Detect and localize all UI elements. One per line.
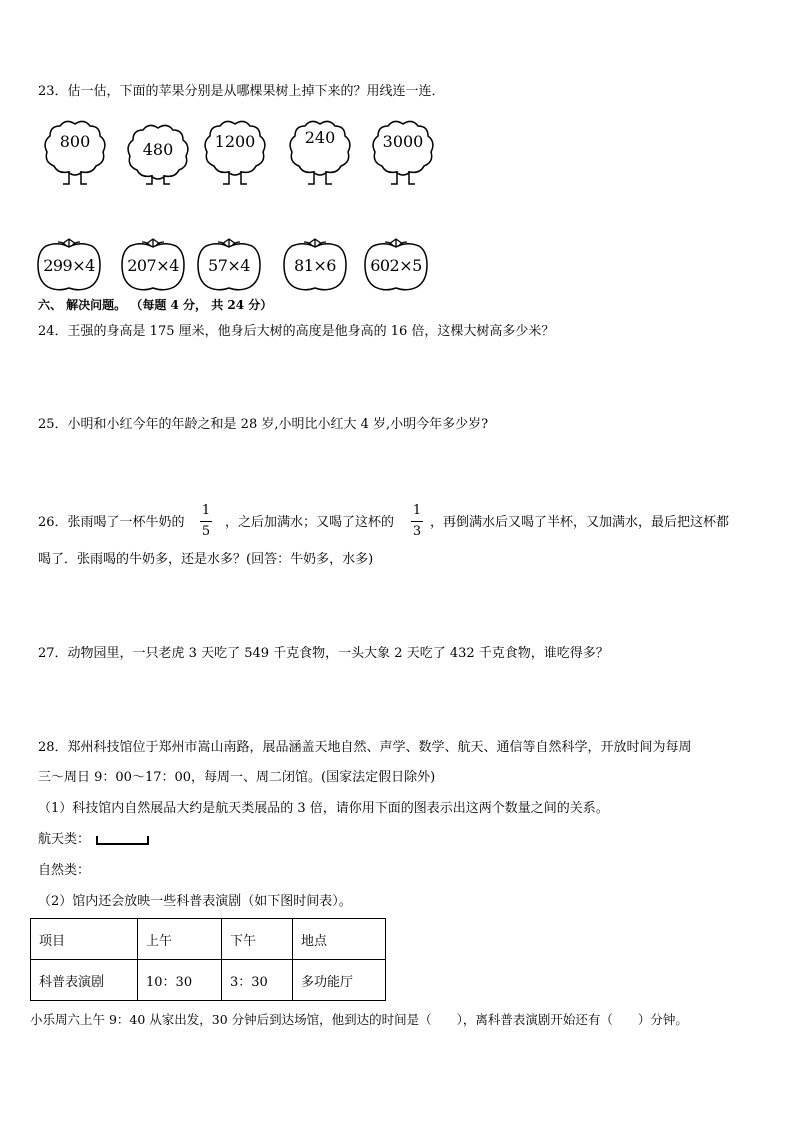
q26-fraction-2	[411, 503, 423, 540]
tree-icon	[200, 118, 270, 193]
q28-last-line: 小乐周六上午 9：40 从家出发，30 分钟后到达场馆，他到达的时间是（ ），离科普表演剧开始还有（ ）分钟。	[30, 1012, 688, 1027]
apple-expression: 299×4	[43, 256, 95, 275]
fraction-bar	[411, 521, 423, 522]
q26-part2: ，之后加满水；又喝了这杯的	[225, 515, 395, 530]
apple-3	[196, 237, 262, 293]
table-row	[31, 960, 386, 1001]
table-cell: 3：30	[222, 960, 293, 1001]
apple-1	[36, 237, 102, 293]
tree-icon	[123, 122, 193, 197]
q24-text: 24．王强的身高是 175 厘米，他身后大树的高度是他身高的 16 倍，这棵大树高多少米？	[38, 324, 555, 339]
q27-text: 27．动物园里，一只老虎 3 天吃了 549 千克食物，一头大象 2 天吃了 432 千克食物，谁吃得多？	[38, 646, 609, 661]
table-header-cell: 地点	[293, 919, 386, 960]
tree-number: 480	[142, 140, 174, 159]
tree-number: 240	[304, 128, 336, 147]
q26-part3: ，再倒满水后又喝了半杯，又加满水，最后把这杯都	[430, 515, 730, 530]
q26-fraction-1	[200, 503, 212, 540]
q28-line2: 三～周日 9：00～17：00，每周一、周二闭馆。(国家法定假日除外)	[38, 770, 436, 785]
q28-sub1: （1）科技馆内自然展品大约是航天类展品的 3 倍，请你用下面的图表示出这两个数量之间的关系。	[38, 801, 609, 816]
q23-text: 23．估一估，下面的苹果分别是从哪棵果树上掉下来的？用线连一连．	[38, 84, 445, 99]
fraction-numerator: 1	[412, 503, 422, 518]
apple-expression: 602×5	[370, 256, 422, 275]
label-space: 航天类：	[38, 832, 91, 847]
apple-expression: 81×6	[294, 256, 336, 275]
q26-line2: 喝了．张雨喝的牛奶多，还是水多？(回答：牛奶多，水多)	[38, 552, 374, 567]
fraction-denominator: 5	[201, 524, 211, 539]
table-cell: 科普表演剧	[31, 960, 138, 1001]
tree-5	[368, 118, 438, 193]
tree-icon	[40, 118, 110, 193]
table-cell: 10：30	[138, 960, 222, 1001]
fraction-bar	[200, 521, 212, 522]
apple-expression: 57×4	[208, 256, 250, 275]
label-nature: 自然类：	[38, 863, 91, 878]
table-header-cell: 项目	[31, 919, 138, 960]
tree-icon	[368, 118, 438, 193]
tree-number: 3000	[382, 132, 424, 151]
fraction-numerator: 1	[201, 503, 211, 518]
fraction-denominator: 3	[412, 524, 422, 539]
section-6-title: 六、 解决问题。 （每题 4 分， 共 24 分）	[38, 298, 273, 312]
table-cell: 多功能厅	[293, 960, 386, 1001]
table-header-cell: 上午	[138, 919, 222, 960]
tree-number: 800	[59, 132, 91, 151]
tree-number: 1200	[214, 132, 256, 151]
q28-line1: 28．郑州科技馆位于郑州市嵩山南路，展品涵盖天地自然、声学、数学、航天、通信等自然科学，开放时间为每周	[38, 740, 692, 755]
space-bar-segment	[96, 836, 150, 846]
tree-2	[123, 122, 193, 197]
table-header-cell: 下午	[222, 919, 293, 960]
apple-2	[120, 237, 186, 293]
tree-1	[40, 118, 110, 193]
schedule-table	[30, 918, 386, 1001]
q26-part1: 26．张雨喝了一杯牛奶的	[38, 515, 185, 530]
tree-4	[285, 118, 355, 193]
tree-3	[200, 118, 270, 193]
apple-5	[363, 237, 429, 293]
apple-4	[282, 237, 348, 293]
q25-text: 25．小明和小红今年的年龄之和是 28 岁,小明比小红大 4 岁,小明今年多少岁?	[38, 417, 489, 432]
q28-sub2: （2）馆内还会放映一些科普表演剧（如下图时间表）。	[38, 894, 352, 909]
table-header-row	[31, 919, 386, 960]
apple-expression: 207×4	[127, 256, 179, 275]
